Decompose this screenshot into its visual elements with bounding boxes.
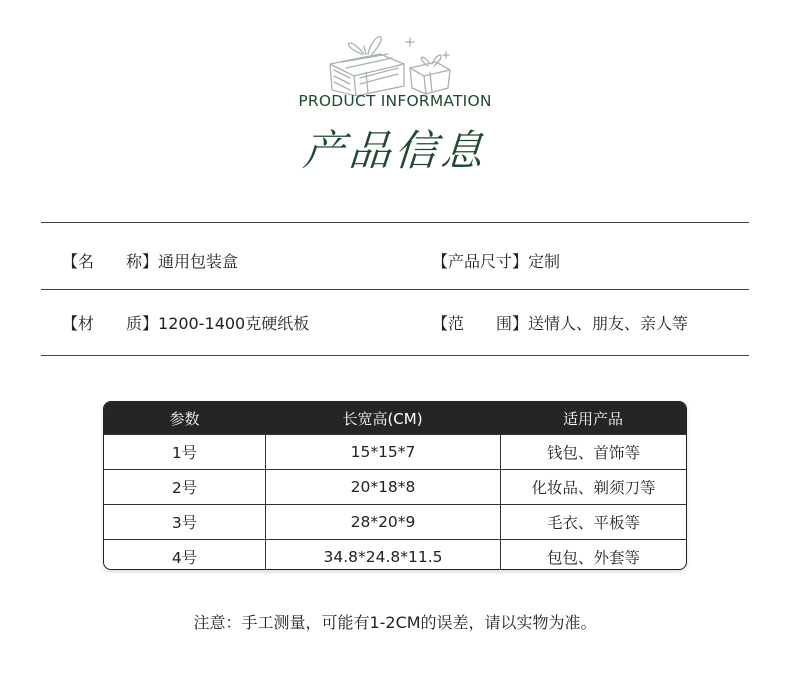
header-dimensions: 长宽高(CM) — [342, 409, 423, 428]
table-cell-dimensions: 15*15*7 — [265, 435, 500, 469]
gift-box-illustration — [318, 24, 458, 96]
divider-bottom — [41, 355, 749, 356]
material-value: 1200-1400克硬纸板 — [158, 314, 310, 333]
info-name — [62, 249, 238, 272]
material-label: 【材 质】 — [62, 314, 159, 333]
scope-label: 【范 围】 — [432, 314, 529, 333]
info-size — [432, 249, 560, 272]
table-cell-products: 化妆品、剃须刀等 — [500, 470, 686, 504]
scope-value: 送情人、朋友、亲人等 — [528, 314, 689, 333]
header-param: 参数 — [169, 409, 200, 428]
table-cell-dimensions: 28*20*9 — [265, 505, 500, 539]
english-title: PRODUCT INFORMATION — [298, 92, 492, 110]
table-cell-products: 毛衣、平板等 — [500, 505, 686, 539]
table-cell-size: 1号 — [171, 444, 198, 462]
size-value: 定制 — [528, 252, 561, 271]
table-row — [104, 469, 686, 504]
table-row — [104, 539, 686, 570]
table-cell-size: 2号 — [171, 479, 198, 497]
table-cell-size: 3号 — [171, 514, 198, 532]
size-label: 【产品尺寸】 — [432, 252, 529, 271]
name-value: 通用包装盒 — [158, 252, 239, 271]
table-cell-products: 包包、外套等 — [500, 540, 686, 570]
table-row — [104, 504, 686, 539]
divider-top — [41, 222, 749, 223]
name-label: 【名 称】 — [62, 252, 159, 271]
table-cell-products: 钱包、首饰等 — [500, 435, 686, 469]
table-cell-dimensions: 34.8*24.8*11.5 — [265, 540, 500, 570]
info-scope — [432, 311, 688, 334]
measurement-note: 注意：手工测量，可能有1-2CM的误差，请以实物为准。 — [193, 613, 597, 632]
info-material — [62, 311, 309, 334]
table-cell-size: 4号 — [171, 549, 198, 567]
divider-middle — [41, 289, 749, 290]
table-cell-dimensions: 20*18*8 — [265, 470, 500, 504]
chinese-title: 产品信息 — [301, 126, 489, 175]
spec-table — [103, 401, 687, 570]
header-products: 适用产品 — [562, 409, 623, 428]
table-header-row — [104, 402, 686, 434]
table-row — [104, 434, 686, 469]
